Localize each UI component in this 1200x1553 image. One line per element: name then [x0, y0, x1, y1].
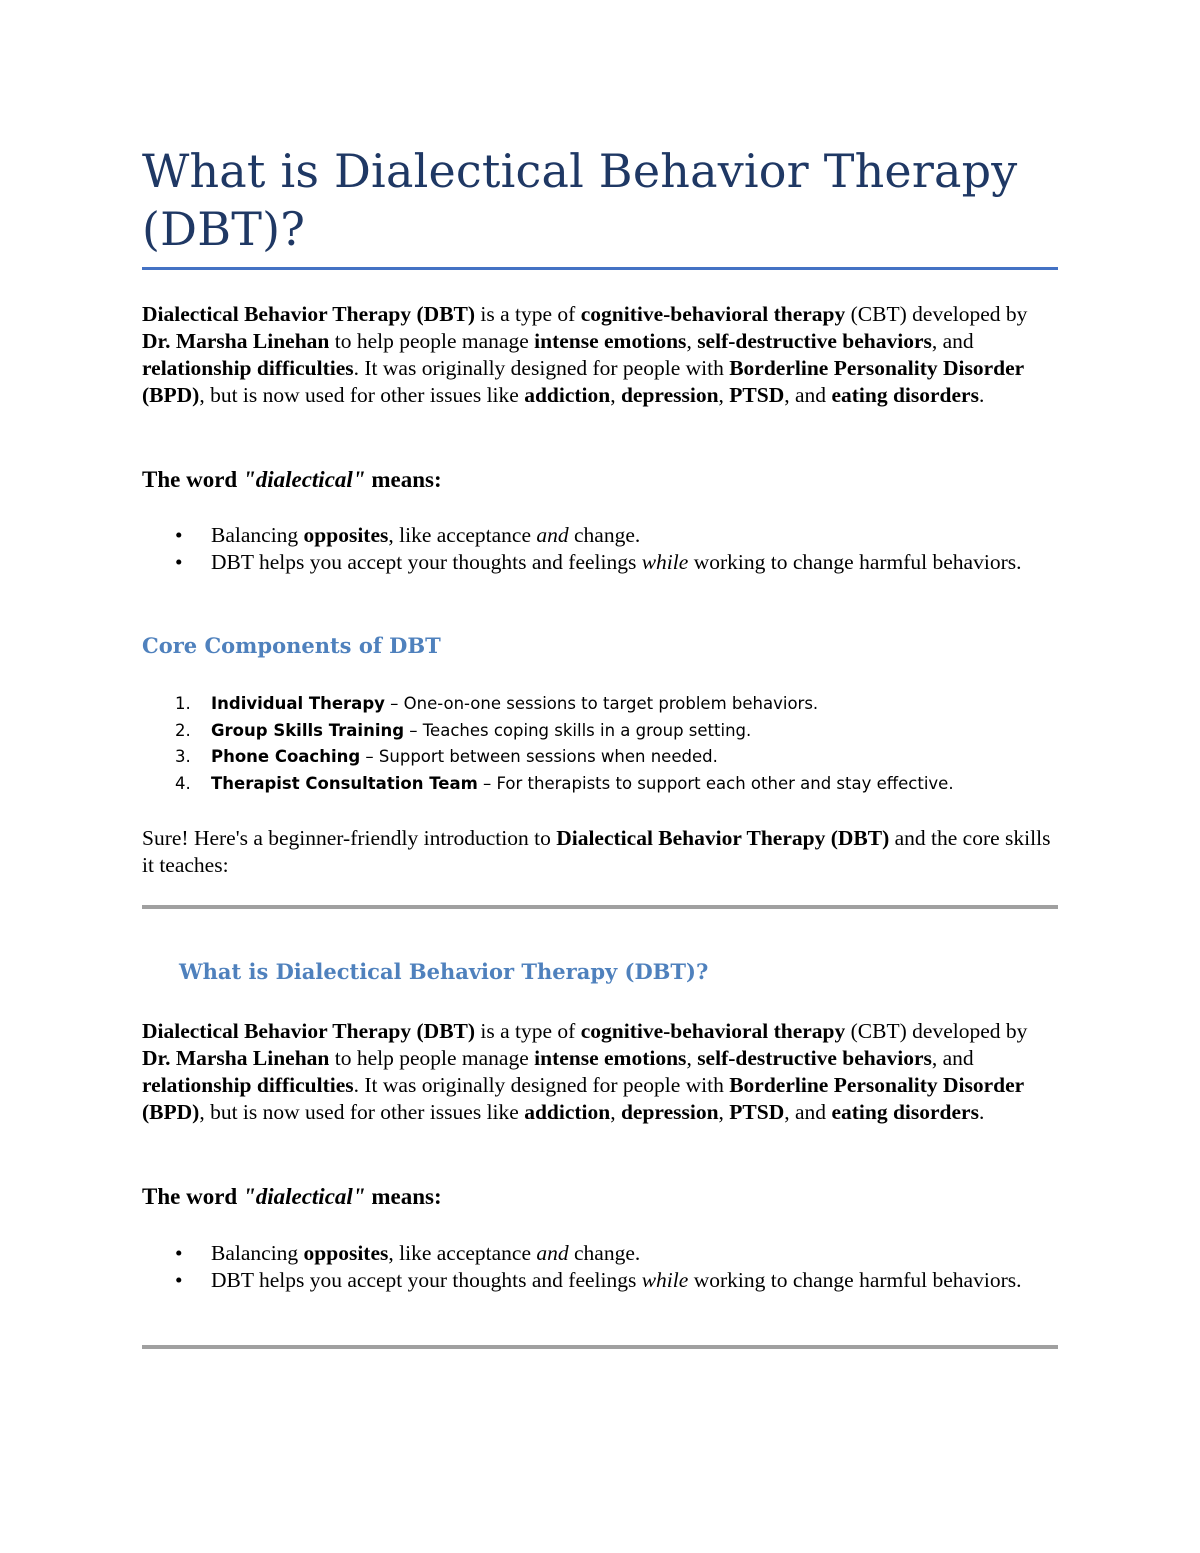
- text: , and: [784, 383, 832, 407]
- component-name: Phone Coaching: [211, 747, 361, 766]
- component-name: Individual Therapy: [211, 694, 385, 713]
- intro-paragraph-repeat: [142, 1018, 1058, 1126]
- text: Balancing: [211, 1241, 304, 1265]
- term-dbt: Dialectical Behavior Therapy (DBT): [556, 826, 890, 850]
- text: working to change harmful behaviors.: [688, 1268, 1022, 1292]
- term-bpd: Borderline Personality Disorder (BPD): [142, 1073, 1024, 1124]
- horizontal-rule: [142, 1345, 1058, 1349]
- term-depression: depression: [620, 1100, 719, 1124]
- text: ,: [718, 1100, 730, 1124]
- intro-paragraph: [142, 301, 1058, 409]
- text: .: [978, 1100, 985, 1124]
- text: , and: [784, 1100, 832, 1124]
- term-relationship: relationship difficulties: [142, 1073, 354, 1097]
- term-eating: eating disorders: [831, 383, 979, 407]
- term-dbt: Dialectical Behavior Therapy (DBT): [142, 302, 476, 326]
- emphasis: and: [536, 1241, 569, 1265]
- component-desc: – For therapists to support each other and stay effective.: [477, 773, 954, 793]
- text: ,: [610, 1100, 621, 1124]
- components-heading: Core Components of DBT: [142, 633, 441, 658]
- text: , like acceptance: [388, 1241, 537, 1265]
- list-item: [142, 549, 1058, 576]
- text: ,: [686, 1046, 698, 1070]
- term-self-destructive: self-destructive behaviors: [697, 329, 932, 353]
- text: and the core skills it teaches:: [142, 826, 1051, 877]
- component-name: Group Skills Training: [211, 720, 405, 740]
- bullet-glyph: •: [175, 1241, 183, 1265]
- text: , and: [931, 329, 974, 353]
- text: to help people manage: [329, 1046, 535, 1070]
- list-number: 2.: [175, 720, 191, 740]
- list-number: 1.: [175, 694, 191, 713]
- emphasis: while: [641, 1268, 689, 1292]
- text: , and: [931, 1046, 974, 1070]
- term-emotions: intense emotions: [534, 1046, 687, 1070]
- term-cbt: cognitive-behavioral therapy: [580, 302, 846, 326]
- text: DBT helps you accept your thoughts and feelings: [211, 1268, 642, 1292]
- component-desc: – Support between sessions when needed.: [360, 747, 718, 766]
- list-item: [142, 718, 1058, 745]
- term-depression: depression: [620, 383, 719, 407]
- text: is a type of: [475, 1019, 581, 1043]
- term-emotions: intense emotions: [534, 329, 687, 353]
- dialectical-heading-repeat: [142, 1183, 442, 1211]
- bullet-glyph: •: [175, 1268, 183, 1292]
- meaning-list: [142, 522, 1058, 576]
- term-self-destructive: self-destructive behaviors: [697, 1046, 932, 1070]
- text: Sure! Here's a beginner-friendly introduction to: [142, 826, 557, 850]
- text: is a type of: [475, 302, 581, 326]
- text: , but is now used for other issues like: [199, 383, 525, 407]
- list-item: [142, 771, 1058, 798]
- title-underline: [142, 267, 1058, 270]
- component-desc: – One-on-one sessions to target problem behaviors.: [384, 694, 819, 713]
- term-addiction: addiction: [524, 383, 611, 407]
- term-addiction: addiction: [524, 1100, 611, 1124]
- text: ,: [686, 329, 698, 353]
- term-ptsd: PTSD: [729, 1100, 785, 1124]
- meaning-list-repeat: [142, 1240, 1058, 1294]
- list-item: [142, 1267, 1058, 1294]
- term-relationship: relationship difficulties: [142, 356, 354, 380]
- horizontal-rule: [142, 905, 1058, 909]
- heading-prefix: The word: [142, 1184, 243, 1209]
- document-title: What is Dialectical Behavior Therapy (DBT)?: [142, 144, 1018, 256]
- emphasis: while: [641, 550, 689, 574]
- text: . It was originally designed for people with: [353, 1073, 730, 1097]
- heading-word: "dialectical": [242, 467, 366, 492]
- heading-suffix: means:: [365, 467, 442, 492]
- text: , like acceptance: [388, 523, 537, 547]
- text: Balancing: [211, 523, 304, 547]
- bullet-glyph: •: [175, 550, 183, 574]
- intro-sentence: [142, 825, 1058, 879]
- text: ,: [610, 383, 621, 407]
- text: DBT helps you accept your thoughts and feelings: [211, 550, 642, 574]
- component-desc: – Teaches coping skills in a group setting.: [404, 720, 752, 740]
- term-dbt: Dialectical Behavior Therapy (DBT): [142, 1019, 476, 1043]
- term-cbt: cognitive-behavioral therapy: [580, 1019, 846, 1043]
- section-heading: What is Dialectical Behavior Therapy (DBT)?: [179, 959, 709, 984]
- text: working to change harmful behaviors.: [688, 550, 1022, 574]
- text: change.: [568, 523, 641, 547]
- list-item: [142, 522, 1058, 549]
- text: (CBT) developed by: [845, 302, 1028, 326]
- list-number: 3.: [175, 747, 191, 766]
- text: change.: [568, 1241, 641, 1265]
- text: , but is now used for other issues like: [199, 1100, 525, 1124]
- component-name: Therapist Consultation Team: [211, 773, 478, 793]
- list-number: 4.: [175, 773, 191, 793]
- term-author: Dr. Marsha Linehan: [142, 1046, 330, 1070]
- text: .: [978, 383, 985, 407]
- term-opposites: opposites: [303, 523, 389, 547]
- text: . It was originally designed for people with: [353, 356, 730, 380]
- bullet-glyph: •: [175, 523, 183, 547]
- components-list: [142, 691, 1058, 797]
- heading-suffix: means:: [365, 1184, 442, 1209]
- term-eating: eating disorders: [831, 1100, 979, 1124]
- heading-word: "dialectical": [242, 1184, 366, 1209]
- heading-prefix: The word: [142, 467, 243, 492]
- text: to help people manage: [329, 329, 535, 353]
- list-item: [142, 1240, 1058, 1267]
- term-ptsd: PTSD: [729, 383, 785, 407]
- term-opposites: opposites: [303, 1241, 389, 1265]
- emphasis: and: [536, 523, 569, 547]
- text: ,: [718, 383, 730, 407]
- term-bpd: Borderline Personality Disorder (BPD): [142, 356, 1024, 407]
- list-item: [142, 691, 1058, 718]
- dialectical-heading: [142, 466, 442, 494]
- text: (CBT) developed by: [845, 1019, 1028, 1043]
- list-item: [142, 744, 1058, 771]
- term-author: Dr. Marsha Linehan: [142, 329, 330, 353]
